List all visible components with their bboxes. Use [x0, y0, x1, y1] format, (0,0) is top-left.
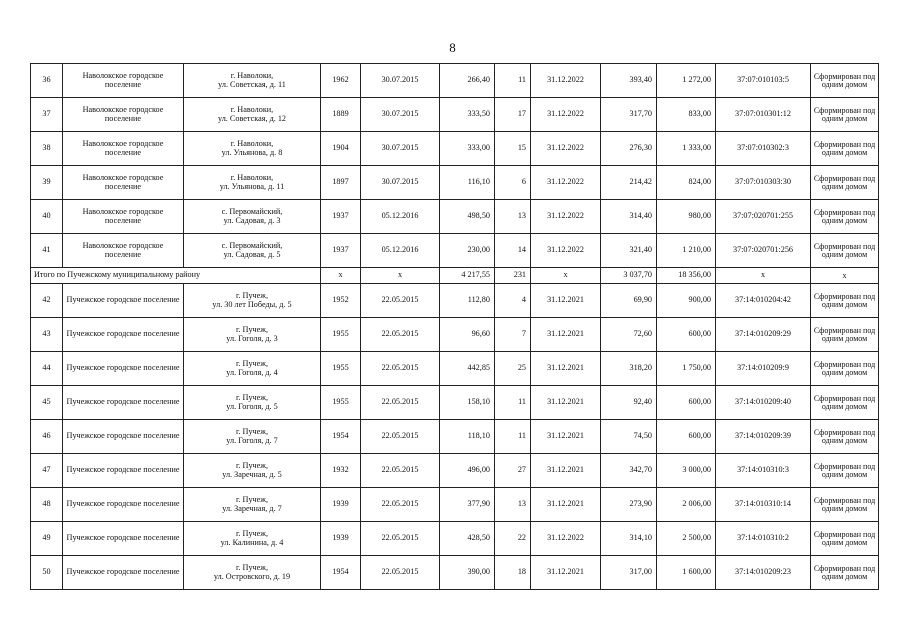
page-number: 8	[449, 40, 456, 55]
cell-status: Сформирован под одним домом	[811, 556, 879, 590]
cell-year: 1904	[321, 132, 361, 166]
address-street: ул. Гоголя, д. 7	[226, 435, 278, 445]
table-row	[31, 64, 879, 98]
cell-area-resettled: 342,70	[601, 454, 657, 488]
cell-year: x	[321, 268, 361, 284]
cell-residents: 25	[495, 352, 531, 386]
cell-date-planned: 31.12.2021	[531, 318, 601, 352]
cell-settlement: Пучежское городское поселение	[63, 488, 184, 522]
cell-address	[184, 64, 321, 98]
cell-area: 230,00	[440, 234, 495, 268]
cell-row-number: 43	[31, 318, 63, 352]
cell-cadastre: 37:07:010302:3	[716, 132, 811, 166]
cell-settlement: Пучежское городское поселение	[63, 352, 184, 386]
cell-row-number: 48	[31, 488, 63, 522]
cell-area-resettled: 318,20	[601, 352, 657, 386]
table-row	[31, 318, 879, 352]
table-row	[31, 488, 879, 522]
cell-area: 333,50	[440, 98, 495, 132]
cell-date-recognized: 05.12.2016	[361, 234, 440, 268]
cell-cadastre: 37:14:010310:2	[716, 522, 811, 556]
cell-residents: 4	[495, 284, 531, 318]
address-street: ул. Заречная, д. 5	[222, 469, 282, 479]
address-locality: г. Пучеж,	[236, 290, 268, 300]
address-street: ул. Садовая, д. 5	[223, 249, 281, 259]
cell-area: 390,00	[440, 556, 495, 590]
cell-area-resettled: 3 037,70	[601, 268, 657, 284]
cell-date-recognized: 30.07.2015	[361, 166, 440, 200]
cell-year: 1939	[321, 522, 361, 556]
cell-row-number: 49	[31, 522, 63, 556]
table-row	[31, 98, 879, 132]
cell-land-area: 600,00	[657, 386, 716, 420]
cell-residents: 15	[495, 132, 531, 166]
cell-settlement: Пучежское городское поселение	[63, 522, 184, 556]
cell-area: 496,00	[440, 454, 495, 488]
cell-land-area: 1 600,00	[657, 556, 716, 590]
cell-residents: 13	[495, 200, 531, 234]
cell-cadastre: 37:14:010209:9	[716, 352, 811, 386]
cell-area-resettled: 314,40	[601, 200, 657, 234]
cell-year: 1954	[321, 556, 361, 590]
cell-land-area: 600,00	[657, 318, 716, 352]
cell-settlement: Наволокское городское поселение	[63, 98, 184, 132]
cell-area-resettled: 314,10	[601, 522, 657, 556]
table-row	[31, 132, 879, 166]
cell-area-resettled: 74,50	[601, 420, 657, 454]
address-street: ул. Гоголя, д. 5	[226, 401, 278, 411]
cell-settlement: Пучежское городское поселение	[63, 284, 184, 318]
cell-year: 1937	[321, 234, 361, 268]
cell-address	[184, 454, 321, 488]
cell-address	[184, 200, 321, 234]
cell-cadastre: x	[716, 268, 811, 284]
cell-year: 1954	[321, 420, 361, 454]
address-locality: г. Пучеж,	[236, 528, 268, 538]
cell-land-area: 1 750,00	[657, 352, 716, 386]
address-locality: г. Пучеж,	[236, 460, 268, 470]
address-locality: г. Наволоки,	[230, 70, 274, 80]
cell-year: 1952	[321, 284, 361, 318]
cell-date-planned: 31.12.2021	[531, 556, 601, 590]
table-row	[31, 284, 879, 318]
cell-address	[184, 522, 321, 556]
address-locality: г. Пучеж,	[236, 392, 268, 402]
address-locality: г. Пучеж,	[236, 426, 268, 436]
cell-row-number: 37	[31, 98, 63, 132]
cell-area: 498,50	[440, 200, 495, 234]
cell-residents: 27	[495, 454, 531, 488]
cell-residents: 18	[495, 556, 531, 590]
address-street: ул. Гоголя, д. 4	[226, 367, 278, 377]
cell-address	[184, 98, 321, 132]
cell-row-number: 41	[31, 234, 63, 268]
cell-area-resettled: 69,90	[601, 284, 657, 318]
cell-date-planned: x	[531, 268, 601, 284]
table-row	[31, 200, 879, 234]
address-street: ул. Ульянова, д. 11	[219, 181, 285, 191]
cell-area: 442,85	[440, 352, 495, 386]
cell-land-area: 1 333,00	[657, 132, 716, 166]
total-row	[31, 268, 879, 284]
cell-area: 158,10	[440, 386, 495, 420]
address-locality: г. Пучеж,	[236, 494, 268, 504]
cell-area: 112,80	[440, 284, 495, 318]
cell-land-area: 600,00	[657, 420, 716, 454]
cell-residents: 231	[495, 268, 531, 284]
cell-year: 1955	[321, 318, 361, 352]
cell-address	[184, 488, 321, 522]
table-row	[31, 556, 879, 590]
cell-status: Сформирован под одним домом	[811, 166, 879, 200]
cell-date-planned: 31.12.2022	[531, 64, 601, 98]
address-street: ул. Островского, д. 19	[213, 571, 291, 581]
cell-date-planned: 31.12.2022	[531, 522, 601, 556]
cell-address	[184, 420, 321, 454]
cell-residents: 13	[495, 488, 531, 522]
address-locality: г. Наволоки,	[230, 138, 274, 148]
cell-date-recognized: 22.05.2015	[361, 420, 440, 454]
cell-date-recognized: 05.12.2016	[361, 200, 440, 234]
cell-year: 1962	[321, 64, 361, 98]
address-locality: г. Пучеж,	[236, 324, 268, 334]
cell-date-planned: 31.12.2022	[531, 200, 601, 234]
cell-status: Сформирован под одним домом	[811, 318, 879, 352]
cell-cadastre: 37:14:010310:3	[716, 454, 811, 488]
cell-date-recognized: 22.05.2015	[361, 318, 440, 352]
cell-area-resettled: 393,40	[601, 64, 657, 98]
cell-date-planned: 31.12.2021	[531, 454, 601, 488]
cell-land-area: 2 006,00	[657, 488, 716, 522]
cell-land-area: 980,00	[657, 200, 716, 234]
cell-area-resettled: 72,60	[601, 318, 657, 352]
address-locality: г. Пучеж,	[236, 358, 268, 368]
cell-settlement: Наволокское городское поселение	[63, 166, 184, 200]
address-street: ул. Садовая, д. 3	[223, 215, 281, 225]
cell-date-recognized: 30.07.2015	[361, 98, 440, 132]
cell-area-resettled: 321,40	[601, 234, 657, 268]
address-locality: с. Первомайский,	[221, 240, 283, 250]
address-street: ул. Калинина, д. 4	[220, 537, 284, 547]
cell-area: 96,60	[440, 318, 495, 352]
cell-area: 116,10	[440, 166, 495, 200]
cell-land-area: 2 500,00	[657, 522, 716, 556]
cell-year: 1955	[321, 352, 361, 386]
cell-address	[184, 234, 321, 268]
table-body	[31, 64, 879, 590]
cell-residents: 11	[495, 64, 531, 98]
cell-date-recognized: 30.07.2015	[361, 64, 440, 98]
cell-status: Сформирован под одним домом	[811, 420, 879, 454]
cell-status: Сформирован под одним домом	[811, 234, 879, 268]
cell-settlement: Наволокское городское поселение	[63, 200, 184, 234]
cell-cadastre: 37:14:010310:14	[716, 488, 811, 522]
cell-area-resettled: 276,30	[601, 132, 657, 166]
address-street: ул. 30 лет Победы, д. 5	[212, 299, 292, 309]
cell-residents: 17	[495, 98, 531, 132]
cell-date-planned: 31.12.2021	[531, 284, 601, 318]
cell-status: Сформирован под одним домом	[811, 200, 879, 234]
cell-land-area: 824,00	[657, 166, 716, 200]
address-street: ул. Гоголя, д. 3	[226, 333, 278, 343]
housing-registry-table	[30, 63, 879, 590]
cell-date-planned: 31.12.2022	[531, 98, 601, 132]
cell-settlement: Пучежское городское поселение	[63, 454, 184, 488]
cell-land-area: 1 210,00	[657, 234, 716, 268]
address-street: ул. Ульянова, д. 8	[221, 147, 283, 157]
table-row	[31, 522, 879, 556]
cell-date-recognized: 22.05.2015	[361, 488, 440, 522]
cell-cadastre: 37:14:010204:42	[716, 284, 811, 318]
cell-status: Сформирован под одним домом	[811, 522, 879, 556]
cell-settlement: Наволокское городское поселение	[63, 132, 184, 166]
cell-settlement: Пучежское городское поселение	[63, 318, 184, 352]
cell-area-resettled: 92,40	[601, 386, 657, 420]
table-row	[31, 420, 879, 454]
cell-settlement: Пучежское городское поселение	[63, 556, 184, 590]
cell-area-resettled: 273,90	[601, 488, 657, 522]
cell-area: 118,10	[440, 420, 495, 454]
cell-date-recognized: 30.07.2015	[361, 132, 440, 166]
cell-residents: 14	[495, 234, 531, 268]
cell-land-area: 833,00	[657, 98, 716, 132]
cell-area-resettled: 214,42	[601, 166, 657, 200]
cell-row-number: 45	[31, 386, 63, 420]
cell-date-planned: 31.12.2022	[531, 166, 601, 200]
cell-year: 1932	[321, 454, 361, 488]
table-row	[31, 352, 879, 386]
cell-area: 333,00	[440, 132, 495, 166]
cell-cadastre: 37:07:010103:5	[716, 64, 811, 98]
cell-area: 4 217,55	[440, 268, 495, 284]
table-row	[31, 386, 879, 420]
cell-area-resettled: 317,70	[601, 98, 657, 132]
cell-row-number: 39	[31, 166, 63, 200]
cell-date-planned: 31.12.2021	[531, 352, 601, 386]
cell-status: Сформирован под одним домом	[811, 284, 879, 318]
address-street: ул. Заречная, д. 7	[222, 503, 282, 513]
cell-land-area: 18 356,00	[657, 268, 716, 284]
cell-address	[184, 166, 321, 200]
cell-area-resettled: 317,00	[601, 556, 657, 590]
cell-residents: 11	[495, 420, 531, 454]
address-street: ул. Советская, д. 11	[218, 79, 286, 89]
cell-residents: 6	[495, 166, 531, 200]
cell-status: Сформирован под одним домом	[811, 64, 879, 98]
table-row	[31, 234, 879, 268]
cell-cadastre: 37:14:010209:29	[716, 318, 811, 352]
cell-cadastre: 37:07:020701:256	[716, 234, 811, 268]
cell-area: 377,90	[440, 488, 495, 522]
cell-date-recognized: 22.05.2015	[361, 352, 440, 386]
cell-row-number: 38	[31, 132, 63, 166]
cell-status: Сформирован под одним домом	[811, 132, 879, 166]
cell-year: 1939	[321, 488, 361, 522]
cell-settlement: Пучежское городское поселение	[63, 420, 184, 454]
cell-address	[184, 352, 321, 386]
cell-row-number: 36	[31, 64, 63, 98]
cell-year: 1937	[321, 200, 361, 234]
cell-settlement: Пучежское городское поселение	[63, 386, 184, 420]
cell-status: Сформирован под одним домом	[811, 386, 879, 420]
cell-cadastre: 37:14:010209:40	[716, 386, 811, 420]
cell-row-number: 40	[31, 200, 63, 234]
cell-address	[184, 318, 321, 352]
address-locality: г. Наволоки,	[230, 172, 274, 182]
cell-row-number: 46	[31, 420, 63, 454]
cell-year: 1955	[321, 386, 361, 420]
cell-address	[184, 132, 321, 166]
cell-land-area: 3 000,00	[657, 454, 716, 488]
cell-date-recognized: 22.05.2015	[361, 522, 440, 556]
total-label: Итого по Пучежскому муниципальному району	[31, 268, 321, 284]
address-street: ул. Советская, д. 12	[217, 113, 287, 123]
cell-address	[184, 284, 321, 318]
cell-date-recognized: 22.05.2015	[361, 454, 440, 488]
cell-cadastre: 37:14:010209:23	[716, 556, 811, 590]
cell-address	[184, 556, 321, 590]
cell-area: 266,40	[440, 64, 495, 98]
cell-cadastre: 37:07:010303:30	[716, 166, 811, 200]
cell-status: Сформирован под одним домом	[811, 352, 879, 386]
cell-residents: 7	[495, 318, 531, 352]
cell-year: 1897	[321, 166, 361, 200]
cell-status: Сформирован под одним домом	[811, 488, 879, 522]
cell-row-number: 42	[31, 284, 63, 318]
cell-row-number: 50	[31, 556, 63, 590]
cell-status: Сформирован под одним домом	[811, 454, 879, 488]
cell-date-planned: 31.12.2021	[531, 386, 601, 420]
cell-area: 428,50	[440, 522, 495, 556]
cell-status: Сформирован под одним домом	[811, 98, 879, 132]
cell-status: x	[811, 268, 879, 284]
address-locality: с. Первомайский,	[221, 206, 283, 216]
cell-date-planned: 31.12.2021	[531, 420, 601, 454]
cell-settlement: Наволокское городское поселение	[63, 64, 184, 98]
cell-cadastre: 37:07:010301:12	[716, 98, 811, 132]
cell-address	[184, 386, 321, 420]
cell-land-area: 1 272,00	[657, 64, 716, 98]
address-locality: г. Наволоки,	[230, 104, 274, 114]
table-row	[31, 454, 879, 488]
cell-date-recognized: 22.05.2015	[361, 386, 440, 420]
cell-date-planned: 31.12.2022	[531, 132, 601, 166]
cell-residents: 22	[495, 522, 531, 556]
cell-date-planned: 31.12.2022	[531, 234, 601, 268]
cell-land-area: 900,00	[657, 284, 716, 318]
cell-residents: 11	[495, 386, 531, 420]
cell-cadastre: 37:07:020701:255	[716, 200, 811, 234]
cell-row-number: 47	[31, 454, 63, 488]
address-locality: г. Пучеж,	[236, 562, 268, 572]
cell-date-recognized: x	[361, 268, 440, 284]
cell-year: 1889	[321, 98, 361, 132]
cell-cadastre: 37:14:010209:39	[716, 420, 811, 454]
table-row	[31, 166, 879, 200]
cell-date-recognized: 22.05.2015	[361, 284, 440, 318]
cell-date-planned: 31.12.2021	[531, 488, 601, 522]
cell-settlement: Наволокское городское поселение	[63, 234, 184, 268]
cell-date-recognized: 22.05.2015	[361, 556, 440, 590]
cell-row-number: 44	[31, 352, 63, 386]
